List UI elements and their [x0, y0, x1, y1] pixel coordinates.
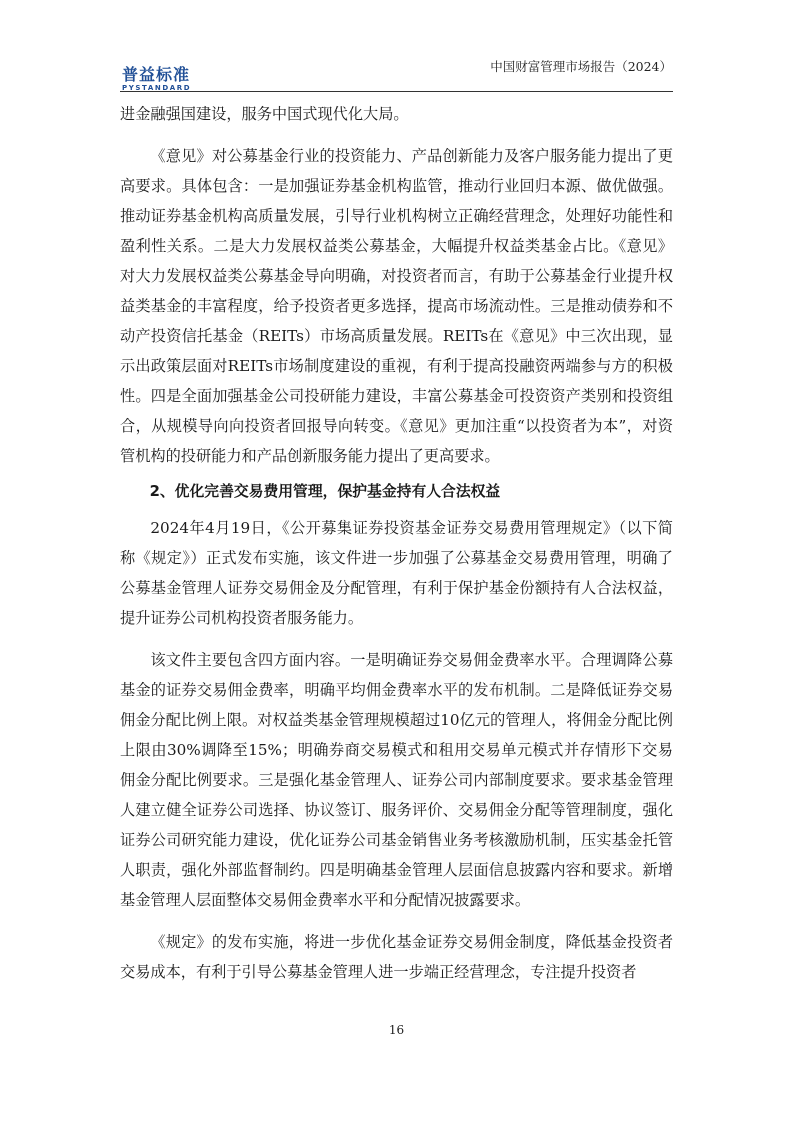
paragraph-regulation-impact: 《规定》的发布实施，将进一步优化基金证券交易佣金制度，降低基金投资者交易成本，有利于引导公募基金管理人进一步端正经营理念，专注提升投资者 — [120, 933, 673, 981]
paragraph-regulation-contents: 该文件主要包含四方面内容。一是明确证券交易佣金费率水平。合理调降公募基金的证券交易佣金费率，明确平均佣金费率水平的发布机制。二是降低证券交易佣金分配比例上限。对权益类基金管理规模超过10亿元的管理人，将佣金分配比例上限由30%调降至15%；明确券商交易模式和租用交易单元模式并存情形下交易佣金分配比例要求。三是强化基金管理人、证券公司内部制度要求。要求基金管理人建立健全证券公司选择、协议签订、服务评价、交易佣金分配等管理制度，强化证券公司研究能力建设，优化证券公司基金销售业务考核激励机制，压实基金托管人职责，强化外部监督制约。四是明确基金管理人层面信息披露内容和要求。新增基金管理人层面整体交易佣金费率水平和分配情况披露要求。 — [120, 651, 673, 909]
paragraph-continued: 进金融强国建设，服务中国式现代化大局。 — [120, 105, 409, 123]
logo-text: 普益标准 — [122, 65, 191, 84]
page-body — [120, 99, 673, 987]
page-number: 16 — [388, 1023, 405, 1037]
logo-subtext: PYSTANDARD — [122, 84, 192, 92]
section-heading: 2、优化完善交易费用管理，保护基金持有人合法权益 — [149, 483, 501, 500]
paragraph-opinion-requirements: 《意见》对公募基金行业的投资能力、产品创新能力及客户服务能力提出了更高要求。具体包含：一是加强证券基金机构监管，推动行业回归本源、做优做强。推动证券基金机构高质量发展，引导行业机构树立正确经营理念，处理好功能性和盈利性关系。二是大力发展权益类公募基金，大幅提升权益类基金占比。《意见》对大力发展权益类公募基金导向明确，对投资者而言，有助于公募基金行业提升权益类基金的丰富程度，给予投资者更多选择，提高市场流动性。三是推动债券和不动产投资信托基金（REITs）市场高质量发展。REITs在《意见》中三次出现，显示出政策层面对REITs市场制度建设的重视，有利于提高投融资两端参与方的积极性。四是全面加强基金公司投研能力建设，丰富公募基金可投资资产类别和投资组合，从规模导向向投资者回报导向转变。《意见》更加注重“以投资者为本”，对资管机构的投研能力和产品创新服务能力提出了更高要求。 — [120, 147, 673, 465]
header-divider — [120, 91, 673, 92]
report-title: 中国财富管理市场报告（2024） — [490, 59, 672, 74]
logo — [122, 66, 191, 93]
paragraph-regulation-release: 2024年4月19日，《公开募集证券投资基金证券交易费用管理规定》（以下简称《规定》）正式发布实施，该文件进一步加强了公募基金交易费用管理，明确了公募基金管理人证券交易佣金及分配管理，有利于保护基金份额持有人合法权益，提升证券公司机构投资者服务能力。 — [120, 519, 673, 627]
